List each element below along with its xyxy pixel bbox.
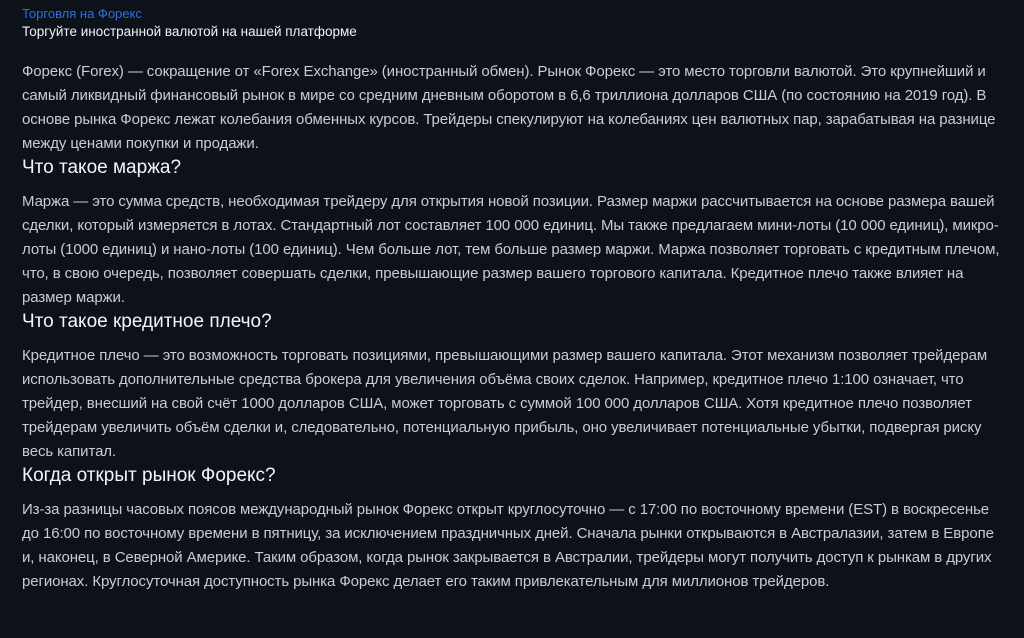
section-heading-market-hours: Когда открыт рынок Форекс? [22,465,276,486]
section-heading-leverage: Что такое кредитное плечо? [22,311,272,332]
section-margin [22,156,1002,310]
section-body-leverage: Кредитное плечо — это возможность торговать позициями, превышающими размер вашего капитала. Этот механизм позволяет трейдерам использовать дополнительные средства брокера для увеличения объёма своих сделок. Например, кредитное плечо 1:100 означает, что трейдер, внесший на свой счёт 1000 долларов США, может торговать с суммой 100 000 долларов США. Хотя кредитное плечо позволяет трейдерам увеличить объём сделки и, следовательно, потенциальную прибыль, оно увеличивает потенциальные убытки, подвергая риску весь капитал. [22,347,988,460]
intro-paragraph: Форекс (Forex) — сокращение от «Forex Exchange» (иностранный обмен). Рынок Форекс — это место торговли валютой. Это крупнейший и самый ликвидный финансовый рынок в мире со средним дневным оборотом в 6,6 триллиона долларов США (по состоянию на 2019 год). В основе рынка Форекс лежат колебания обменных курсов. Трейдеры спекулируют на колебаниях цен валютных пар, зарабатывая на разнице между ценами покупки и продажи. [22,63,996,152]
section-body-market-hours: Из-за разницы часовых поясов международный рынок Форекс открыт круглосуточно — с 17:00 по восточному времени (EST) в воскресенье до 16:00 по восточному времени в пятницу, за исключением праздничных дней. Сначала рынки открываются в Австралазии, затем в Европе и, наконец, в Северной Америке. Таким образом, когда рынок закрывается в Австралии, трейдеры могут получить доступ к рынкам в других регионах. Круглосуточная доступность рынка Форекс делает его таким привлекательным для миллионов трейдеров. [22,501,994,590]
forex-trading-link[interactable]: Торговля на Форекс [22,6,142,21]
section-leverage [22,310,1002,464]
page-subtitle: Торгуйте иностранной валютой на нашей платформе [22,24,357,39]
section-market-hours [22,464,1002,594]
section-body-margin: Маржа — это сумма средств, необходимая трейдеру для открытия новой позиции. Размер маржи рассчитывается на основе размера вашей сделки, который измеряется в лотах. Стандартный лот составляет 100 000 единиц. Мы также предлагаем мини-лоты (10 000 единиц), микро-лоты (1000 единиц) и нано-лоты (100 единиц). Чем больше лот, тем больше размер маржи. Маржа позволяет торговать с кредитным плечом, что, в свою очередь, позволяет совершать сделки, превышающие размер вашего торгового капитала. Кредитное плечо также влияет на размер маржи. [22,193,1000,306]
section-heading-margin: Что такое маржа? [22,157,182,178]
